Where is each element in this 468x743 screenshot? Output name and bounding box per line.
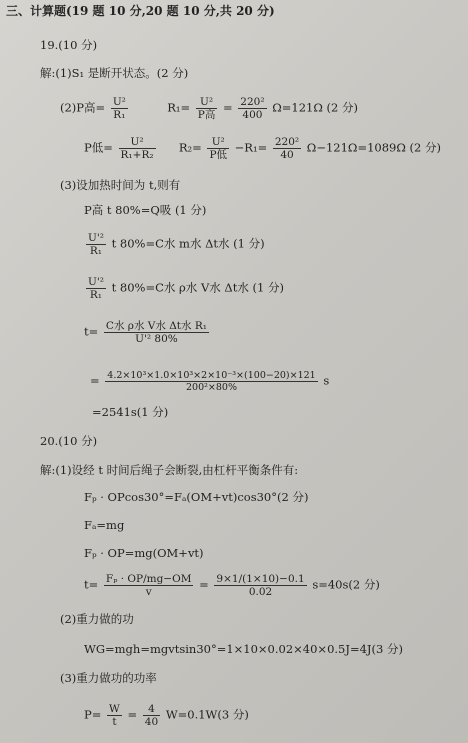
- q20-line-6: (2)重力做的功: [60, 612, 134, 626]
- q19-line-3: [84, 136, 441, 161]
- fraction: [104, 320, 209, 345]
- fraction: [111, 96, 128, 121]
- fraction: [105, 370, 317, 393]
- denominator: R₁: [89, 245, 103, 257]
- q20-line-1: 解:(1)设经 t 时间后绳子会断裂,由杠杆平衡条件有:: [40, 463, 299, 477]
- q19-l2a-label: (2)P高=: [60, 100, 106, 115]
- denominator: 0.02: [248, 586, 273, 598]
- q20-header: 20.(10 分): [40, 434, 98, 448]
- q19-line-5: P高 t 80%=Q吸 (1 分): [84, 203, 207, 217]
- denominator: t: [112, 716, 117, 728]
- q19-line-7: [84, 276, 284, 301]
- q19-l2b-result: Ω=121Ω (2 分): [272, 100, 358, 115]
- fraction: [86, 276, 106, 301]
- section-title: 三、计算题(19 题 10 分,20 题 10 分,共 20 分): [6, 4, 275, 18]
- fraction: [207, 136, 229, 161]
- fraction: [143, 703, 160, 728]
- q20-l5-result: s=40s(2 分): [312, 577, 380, 592]
- q20-line-7: WG=mgh=mgvtsin30°=1×10×0.02×40×0.5J=4J(3 分): [84, 642, 403, 656]
- q19-line-10: =2541s(1 分): [92, 405, 169, 419]
- fraction: [238, 96, 266, 121]
- denominator: v: [145, 586, 152, 598]
- fraction: [104, 573, 194, 598]
- unit: s: [323, 373, 330, 388]
- q19-l3b-result: Ω−121Ω=1089Ω (2 分): [306, 140, 441, 155]
- q20-l9-label: P=: [84, 707, 102, 722]
- q19-l2b-label: R₁=: [167, 100, 191, 115]
- q19-line-2: [60, 96, 358, 121]
- q19-l7-rest: t 80%=C水 ρ水 V水 Δt水 (1 分): [111, 280, 284, 295]
- numerator: C水 ρ水 V水 Δt水 R₁: [105, 320, 207, 332]
- q20-l9-result: W=0.1W(3 分): [165, 707, 249, 722]
- fraction: [214, 573, 306, 598]
- q19-l3b-mid: −R₁=: [234, 140, 268, 155]
- q20-line-2: Fₚ · OPcos30°=Fₐ(OM+vt)cos30°(2 分): [84, 490, 309, 504]
- equals: =: [90, 373, 100, 388]
- denominator: R₁: [89, 289, 103, 301]
- numerator: U²: [119, 136, 156, 149]
- numerator: 9×1/(1×10)−0.1: [216, 573, 305, 585]
- fraction: [273, 136, 301, 161]
- numerator: Fₚ · OP/mg−OM: [105, 573, 192, 585]
- fraction: [119, 136, 156, 161]
- denominator: R₁: [113, 109, 126, 121]
- q19-line-4: (3)设加热时间为 t,则有: [60, 178, 181, 192]
- equals: =: [127, 707, 138, 722]
- numerator: W: [109, 703, 120, 715]
- denominator: U'² 80%: [135, 333, 178, 345]
- numerator: U²: [196, 96, 218, 109]
- equals: =: [199, 577, 209, 592]
- denominator: 40: [280, 149, 294, 161]
- numerator: U'²: [88, 276, 104, 288]
- equals: =: [223, 100, 233, 115]
- q20-l5-label: t=: [84, 577, 99, 592]
- numerator: U²: [207, 136, 229, 149]
- q19-l6-rest: t 80%=C水 m水 Δt水 (1 分): [111, 236, 265, 251]
- fraction: [107, 703, 122, 728]
- numerator: U'²: [88, 232, 104, 244]
- numerator: 220²: [274, 136, 300, 148]
- denominator: P低: [209, 149, 228, 161]
- q19-line-9: [90, 370, 329, 393]
- numerator: 4: [143, 703, 160, 716]
- fraction: [196, 96, 218, 121]
- denominator: 40: [144, 716, 159, 728]
- q19-l8-label: t=: [84, 324, 99, 339]
- q20-line-8: (3)重力做功的功率: [60, 671, 157, 685]
- q19-l3b-label: R₂=: [178, 140, 202, 155]
- q19-line-6: [84, 232, 265, 257]
- q20-line-4: Fₚ · OP=mg(OM+vt): [84, 546, 204, 560]
- q19-header: 19.(10 分): [40, 38, 98, 52]
- numerator: 4.2×10³×1.0×10³×2×10⁻³×(100−20)×121: [107, 370, 316, 381]
- q20-line-9: [84, 703, 249, 728]
- numerator: 220²: [240, 96, 265, 108]
- denominator: 400: [242, 109, 263, 121]
- denominator: R₁+R₂: [120, 149, 154, 161]
- q20-line-5: [84, 573, 380, 598]
- fraction: [86, 232, 106, 257]
- denominator: P高: [197, 109, 216, 121]
- q19-l3a-label: P低=: [84, 140, 113, 155]
- denominator: 200²×80%: [185, 382, 238, 393]
- q20-line-3: Fₐ=mg: [84, 518, 125, 532]
- q19-line-1: 解:(1)S₁ 是断开状态。(2 分): [40, 66, 189, 80]
- numerator: U²: [112, 96, 126, 108]
- q19-line-8: [84, 320, 211, 345]
